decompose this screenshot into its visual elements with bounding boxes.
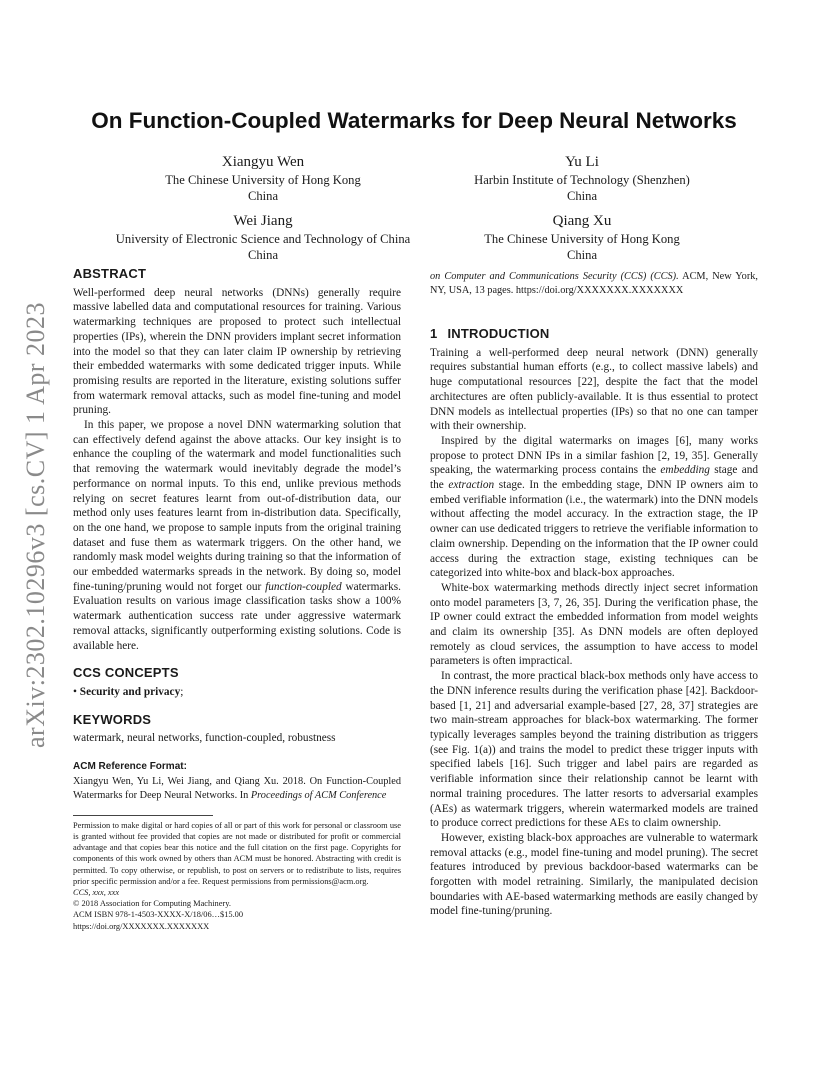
ccs-concept: • Security and privacy;: [73, 685, 184, 698]
author-block: [98, 152, 428, 204]
abstract-paragraph: In this paper, we propose a novel DNN watermarking solution that can effectively defend against the above attacks. Our key insight is to enhance the coupling of the watermark and model functionalities such that removing the watermark would inevitably degrade the model’s performance on normal inputs. To this end, unlike previous methods relying on secret features learnt from out-of-distribution data, our method only uses features learnt from in-distribution data. Specifically, on the one hand, we propose to sample inputs from the original training dataset and fuse them as watermark triggers. On the other hand, we randomly mask model weights during training so that the information of our embedded watermarks spreads in the network. By doing so, model fine-tuning/pruning would not forget our function-coupled watermarks. Evaluation results on various image classification tasks show a 100% watermark authentication success rate under aggressive watermark removal attacks, significantly outperforming existing solutions. Code is available here.: [73, 419, 401, 652]
author-affiliation: University of Electronic Science and Technology of China: [115, 232, 411, 246]
author-name: Xiangyu Wen: [221, 154, 305, 170]
author-country: China: [566, 189, 598, 203]
author-country: China: [566, 248, 598, 262]
author-name: Wei Jiang: [233, 213, 293, 229]
intro-paragraph: However, existing black-box approaches are vulnerable to watermark removal attacks (e.g., model fine-tuning and model pruning). The secret features introduced by previous backdoor-based watermarks can be forgotten with model retraining. Similarly, the manipulated decision boundaries with AE-based watermarking methods are easily changed by model fine-tuning/pruning.: [430, 831, 758, 918]
acm-reference-text: Xiangyu Wen, Yu Li, Wei Jiang, and Qiang Xu. 2018. On Function-Coupled Watermarks for Deep Neural Networks. In Proceedings of ACM Conference: [73, 775, 401, 801]
author-country: China: [247, 189, 279, 203]
author-block: [78, 211, 448, 263]
footnote-divider: [73, 815, 213, 816]
author-block: [418, 211, 746, 263]
intro-paragraph: Inspired by the digital watermarks on images [6], many works propose to protect DNN IPs in a similar fashion [2, 19, 35]. Generally speaking, the watermarking process contains the embedding stage and the extraction stage. In the embedding stage, DNN IP owners aim to embed verifiable information (i.e., the watermark) into the DNN models without affecting the model accuracy. In the extraction stage, the IP owner can use dedicated triggers to retrieve the verifiable information to claim ownership. Depending on the information that the IP owner could access during the extraction stage, existing techniques can be categorized into white-box and black-box approaches.: [430, 434, 759, 580]
abstract-heading: ABSTRACT: [73, 266, 147, 281]
permission-notice: Permission to make digital or hard copies of all or part of this work for personal or classroom use is granted without fee provided that copies are not made or distributed for profit or commercial advantage and that copies bear this notice and the full citation on the first page. Copyrights for components of this work owned by others than ACM must be honored. Abstracting with credit is permitted. To copy otherwise, or republish, to post on servers or to redistribute to lists, requires prior specific permission and/or a fee. Request permissions from permissions@acm.org. CCS, xxx, xxx © 2018 Association for Computing Machinery. ACM ISBN 978-1-4503-XXXX-X/18/06…$15.00 https://doi.org/XXXXXXX.XXXXXXX: [73, 820, 401, 931]
author-affiliation: Harbin Institute of Technology (Shenzhen): [474, 173, 690, 187]
intro-paragraph: White-box watermarking methods directly inject secret information onto model parameters [3, 7, 26, 35]. During the verification phase, the IP owner could extract the embedded information from model weights and claim its ownership [35]. As DNN models are often deployed remotely as cloud services, the assumption to have access to model parameters is often impractical.: [430, 581, 758, 668]
intro-paragraph: In contrast, the more practical black-box methods only have access to the DNN inference results during the verification phase [42]. Backdoor-based [1, 21] and adversarial example-based [27, 28, 37] strategies are two main-stream approaches for black-box watermarking. The former typically leverages samples beyond the training distribution as triggers (see Fig. 1(a)) and trains the model to predict these trigger inputs with specified labels [16]. Such trigger and label pairs are regarded as verifiable information since their relationship cannot be learnt with normal training procedures. The latter resorts to adversarial examples (AEs) as watermark triggers, wherein watermarked models are trained to produce correct predictions for these AEs to claim ownership.: [430, 670, 758, 830]
acm-reference-continued: on Computer and Communications Security (CCS) (CCS). ACM, New York, NY, USA, 13 pages. https://doi.org/XXXXXXX.XXXXXXX: [430, 271, 758, 296]
paper-title: On Function-Coupled Watermarks for Deep Neural Networks: [91, 108, 737, 133]
introduction-heading: 1 INTRODUCTION: [430, 326, 550, 341]
author-name: Qiang Xu: [552, 213, 612, 229]
author-affiliation: The Chinese University of Hong Kong: [484, 232, 680, 246]
intro-paragraph: Training a well-performed deep neural network (DNN) generally requires substantial human efforts (e.g., to collect massive labels) and huge computational resources [22], despite the fact that the model architectures are often publicly-available. It is thus essential to protect DNN models as intellectual properties (IPs) so that no one can tamper with their ownership.: [430, 346, 758, 433]
arxiv-stamp: arXiv:2302.10296v3 [cs.CV] 1 Apr 2023: [21, 301, 51, 749]
ccs-heading: CCS CONCEPTS: [73, 665, 179, 681]
keywords-text: watermark, neural networks, function-coupled, robustness: [73, 732, 336, 745]
author-name: Yu Li: [565, 154, 599, 170]
acm-reference-heading: ACM Reference Format:: [73, 761, 187, 773]
left-column: [73, 267, 401, 932]
keywords-heading: KEYWORDS: [73, 711, 152, 727]
author-country: China: [247, 248, 279, 262]
author-affiliation: The Chinese University of Hong Kong: [165, 173, 361, 187]
author-block: [418, 152, 746, 204]
right-column: [430, 270, 758, 919]
abstract-paragraph: Well-performed deep neural networks (DNNs) generally require massive labelled data and computational resources for training. Various watermarking techniques are proposed to protect such intellectual properties (IPs), wherein the DNN providers implant secret information into the model so that they can later claim IP ownership by retrieving their embedded watermarks with some dedicated trigger inputs. While promising results are reported in the literature, existing solutions suffer from watermark removal attacks, such as model fine-tuning and model pruning.: [73, 286, 401, 417]
